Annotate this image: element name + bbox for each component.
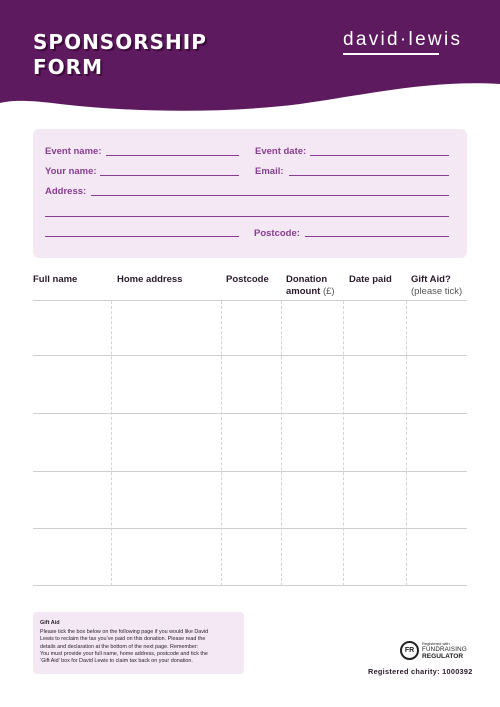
- registered-charity-number: Registered charity: 1000392: [368, 667, 473, 676]
- table-row[interactable]: [33, 356, 467, 413]
- your-name-label: Your name:: [45, 166, 97, 177]
- column-header-home-address: Home address: [117, 274, 183, 285]
- regulator-text: REGULATOR: [422, 653, 464, 660]
- address-label: Address:: [45, 186, 87, 197]
- gift-aid-note-title: Gift Aid: [40, 620, 60, 626]
- page-title-line2: FORM: [33, 55, 103, 79]
- gift-aid-header: Gift Aid?: [411, 274, 451, 285]
- event-name-field[interactable]: [106, 155, 239, 156]
- table-row[interactable]: [33, 472, 467, 528]
- event-date-field[interactable]: [310, 155, 449, 156]
- fundraising-text: FUNDRAISING: [422, 646, 467, 653]
- brand-logo: david·lewis: [343, 29, 463, 50]
- page-title: [33, 30, 207, 80]
- event-details-panel: [33, 129, 467, 258]
- donation-currency: (£): [322, 286, 335, 297]
- gift-aid-note: [33, 612, 244, 674]
- table-row[interactable]: [33, 414, 467, 471]
- event-name-label: Event name:: [45, 146, 102, 157]
- gift-aid-note-line: Lewis to reclaim the tax you’ve paid on this donation. Please read the: [40, 636, 206, 643]
- column-header-gift-aid: [411, 274, 462, 298]
- table-row[interactable]: [33, 529, 467, 585]
- address-field-line3[interactable]: [45, 236, 239, 237]
- gift-aid-note-line: details and declaration at the bottom of the next page. Remember:: [40, 643, 199, 650]
- page-title-line1: SPONSORSHIP: [33, 30, 207, 54]
- table-bottom-border: [33, 585, 467, 586]
- table-row[interactable]: [33, 301, 467, 355]
- gift-aid-note-text: [40, 629, 237, 665]
- fr-badge-icon: FR: [400, 641, 419, 660]
- fundraising-regulator-logo: [400, 639, 470, 665]
- gift-aid-note-line: ‘Gift Aid’ box for David Lewis to claim tax back on your donation.: [40, 658, 193, 665]
- email-field[interactable]: [289, 175, 449, 176]
- column-header-date-paid: Date paid: [349, 274, 392, 285]
- gift-aid-note-line: Please tick the box below on the following page if you would like David: [40, 629, 209, 635]
- donation-header-line2: amount: [286, 286, 321, 297]
- email-label: Email:: [255, 166, 284, 177]
- header-banner: [0, 0, 500, 120]
- column-header-postcode: Postcode: [226, 274, 269, 285]
- postcode-field[interactable]: [305, 236, 449, 237]
- donation-header-line1: Donation: [286, 274, 328, 285]
- address-field-line1[interactable]: [91, 195, 449, 196]
- address-field-line2[interactable]: [45, 216, 449, 217]
- column-header-donation: [286, 274, 335, 298]
- event-date-label: Event date:: [255, 146, 307, 157]
- your-name-field[interactable]: [100, 175, 239, 176]
- registered-with-text: Registered with: [422, 641, 450, 646]
- sponsor-table: [33, 274, 467, 586]
- column-header-full-name: Full name: [33, 274, 78, 285]
- brand-underline: [343, 53, 439, 55]
- postcode-label: Postcode:: [254, 228, 300, 239]
- gift-aid-note-line: You must provide your full name, home address, postcode and tick the: [40, 650, 208, 657]
- gift-aid-hint: (please tick): [411, 286, 463, 297]
